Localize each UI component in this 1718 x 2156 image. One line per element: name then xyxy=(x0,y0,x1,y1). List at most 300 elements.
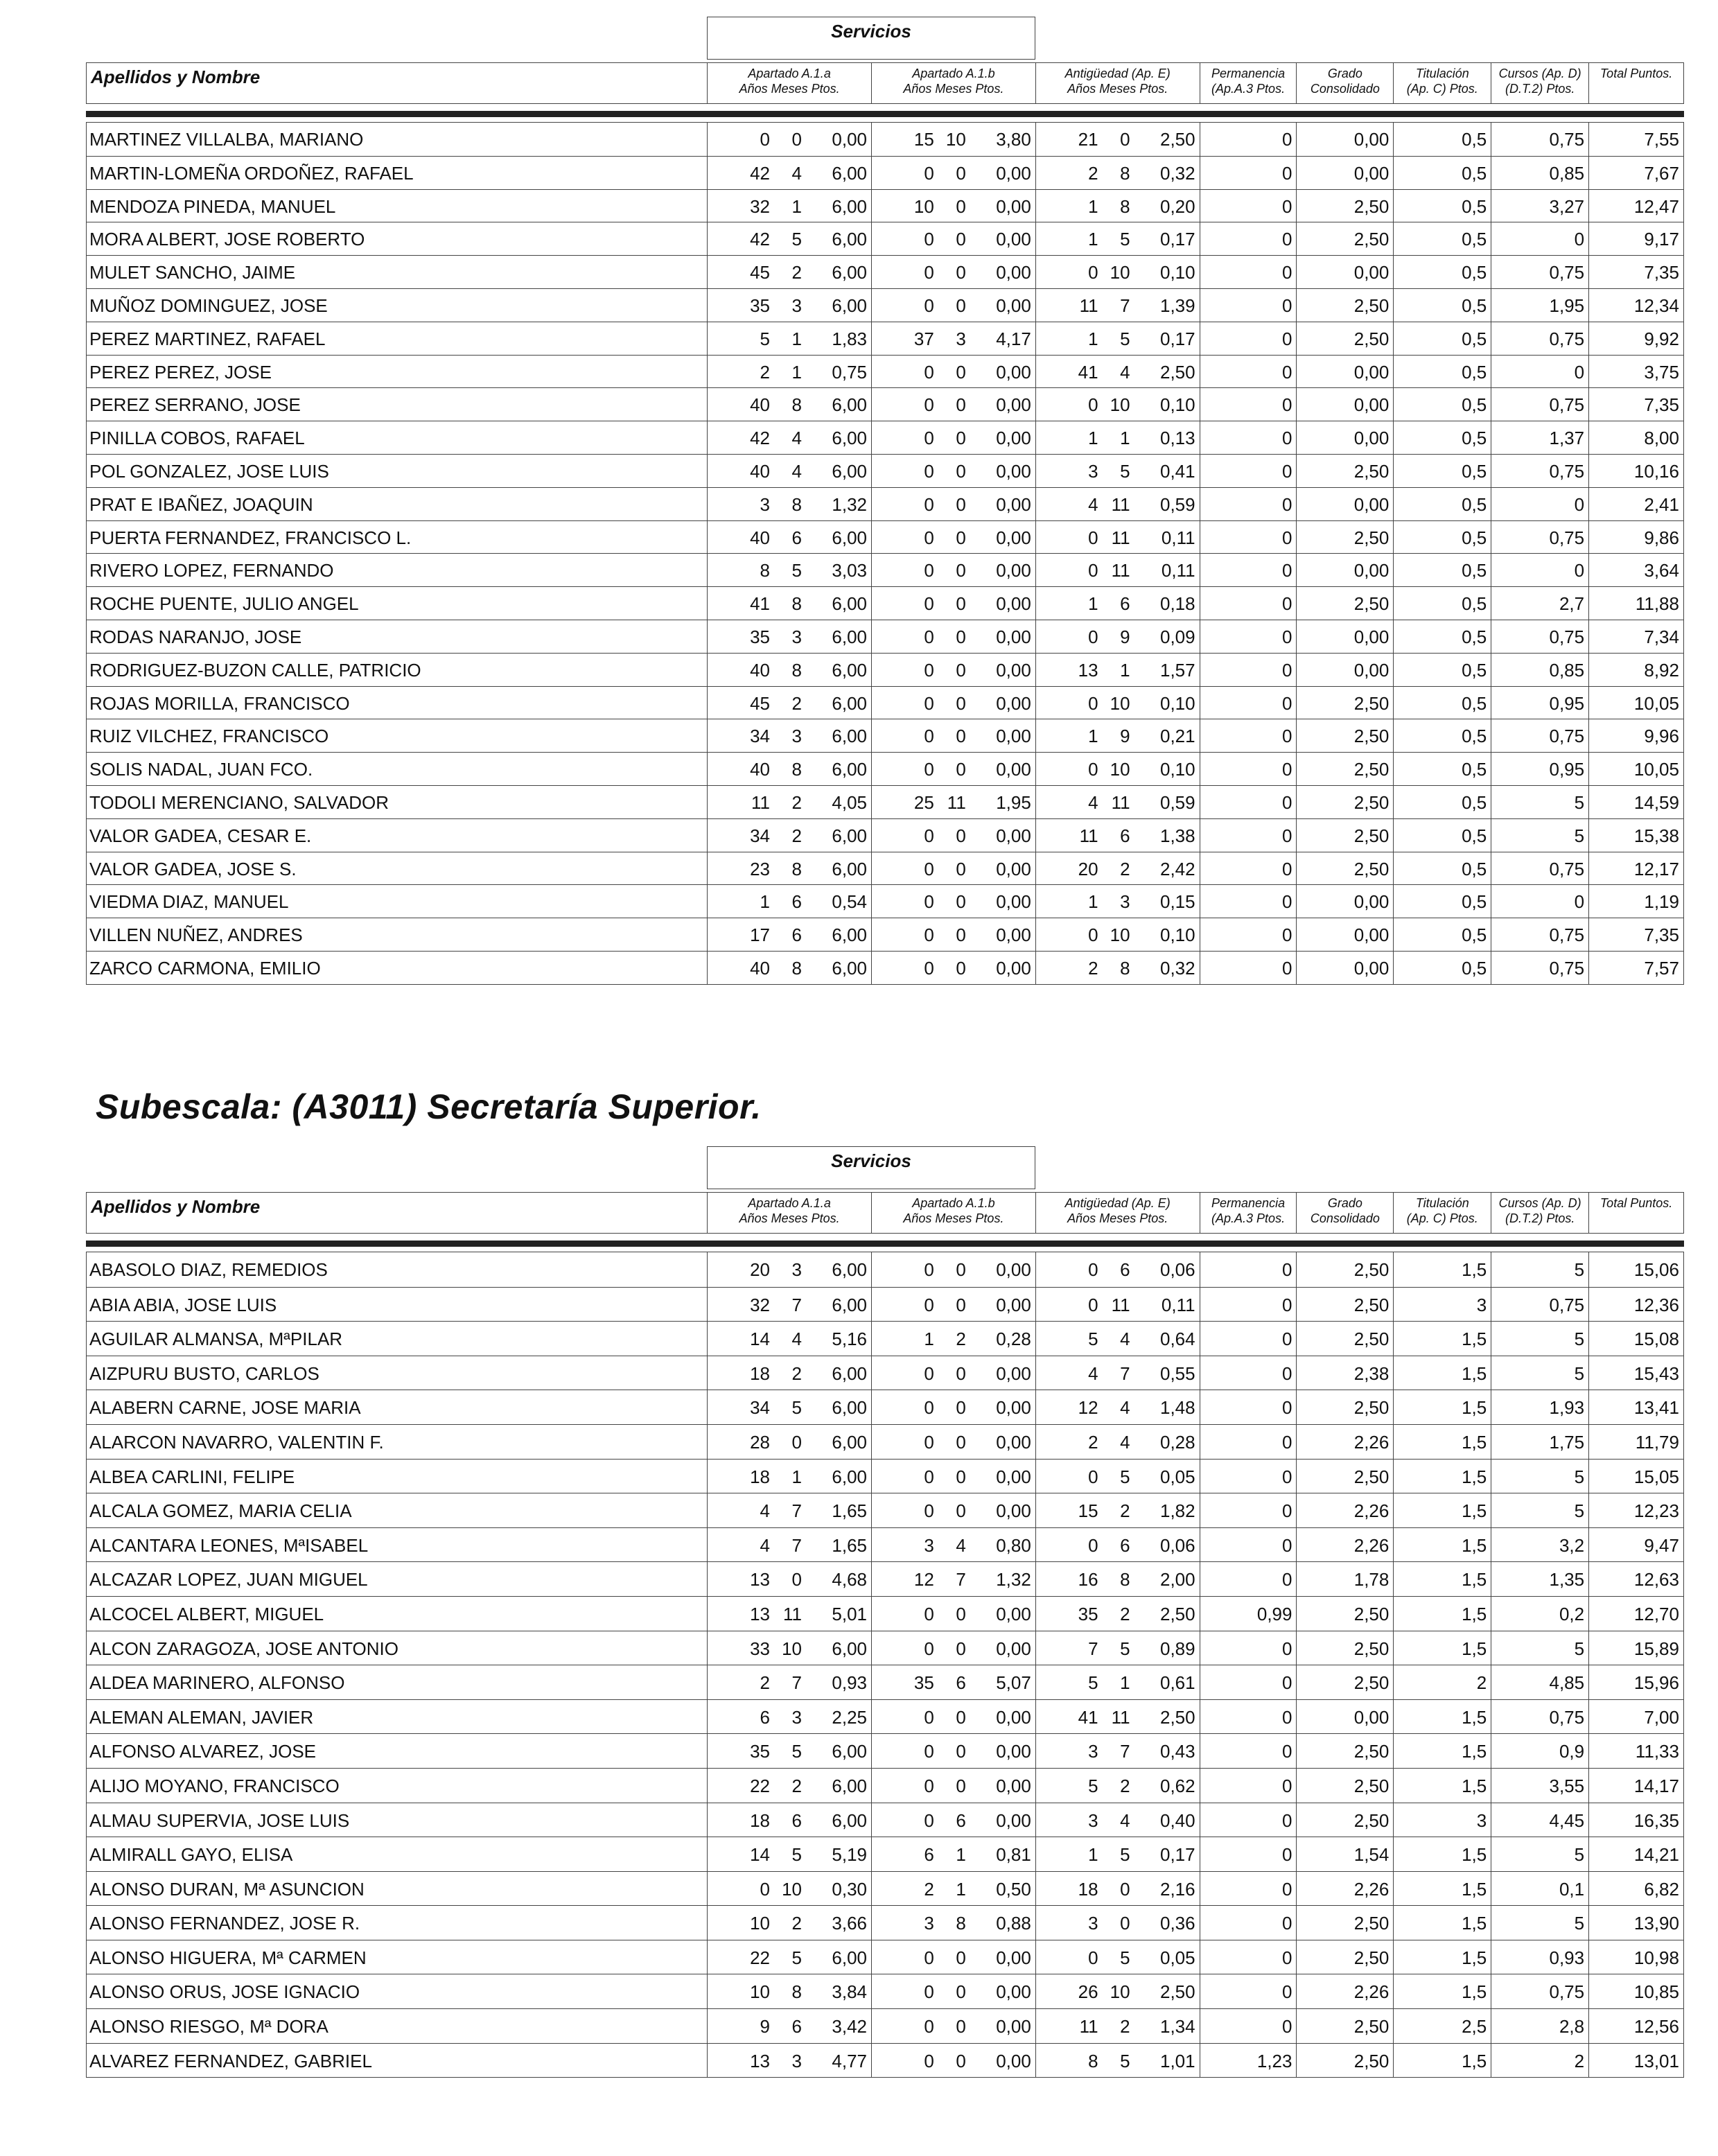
cell-grado: 0,00 xyxy=(1296,620,1393,653)
cell-antiguedad-ptos: 0,05 xyxy=(1159,1466,1195,1487)
cell-a1b-meses: 0 xyxy=(956,2016,966,2037)
cell-a1a-anos: 13 xyxy=(750,2050,770,2071)
cell-antiguedad-anos: 3 xyxy=(1088,1741,1098,1762)
cell-a1b-anos: 0 xyxy=(924,295,934,316)
cell-name: ALCON ZARAGOZA, JOSE ANTONIO xyxy=(89,1638,398,1659)
cell-a1b-anos: 6 xyxy=(924,1844,934,1866)
cell-total: 12,47 xyxy=(1588,190,1683,222)
cell-name: MUÑOZ DOMINGUEZ, JOSE xyxy=(89,295,328,316)
cell-a1a xyxy=(707,123,871,156)
header-grado: Grado Consolidado xyxy=(1296,63,1393,103)
cell-a1b xyxy=(871,1872,1035,1906)
cell-a1a-ptos: 6,00 xyxy=(832,1431,867,1453)
table-row xyxy=(87,322,1683,355)
cell-total: 14,17 xyxy=(1588,1769,1683,1803)
cell-antiguedad xyxy=(1035,1700,1200,1734)
table-row xyxy=(87,686,1683,719)
cell-a1a-meses: 2 xyxy=(791,791,802,813)
cell-permanencia: 0 xyxy=(1200,819,1297,852)
cell-a1b xyxy=(871,1700,1035,1734)
cell-a1b-meses: 0 xyxy=(956,759,966,780)
table-row xyxy=(87,520,1683,554)
cell-cursos: 2 xyxy=(1491,2044,1588,2078)
cell-a1b-anos: 15 xyxy=(913,129,934,150)
cell-a1a-meses: 2 xyxy=(791,1362,802,1384)
cell-a1b-ptos: 0,00 xyxy=(996,361,1031,383)
cell-grado: 0,00 xyxy=(1296,654,1393,686)
table-row xyxy=(87,1631,1683,1665)
cell-antiguedad xyxy=(1035,1906,1200,1940)
cell-a1a xyxy=(707,356,871,388)
cell-a1b-anos: 0 xyxy=(924,659,934,681)
cell-name: ROJAS MORILLA, FRANCISCO xyxy=(89,692,350,714)
cell-a1b-anos: 0 xyxy=(924,1638,934,1659)
cell-antiguedad-anos: 2 xyxy=(1088,1431,1098,1453)
cell-name: AGUILAR ALMANSA, MªPILAR xyxy=(89,1329,343,1350)
cell-cursos: 5 xyxy=(1491,1906,1588,1940)
cell-a1b-meses: 0 xyxy=(956,626,966,647)
cell-a1a-anos: 45 xyxy=(750,692,770,714)
cell-a1b-ptos: 0,50 xyxy=(996,1878,1031,1900)
cell-a1b-ptos: 0,00 xyxy=(996,428,1031,449)
cell-a1b-ptos: 0,00 xyxy=(996,726,1031,747)
cell-a1a-meses: 10 xyxy=(782,1878,802,1900)
cell-antiguedad-ptos: 0,20 xyxy=(1159,195,1195,217)
cell-grado: 0,00 xyxy=(1296,488,1393,520)
cell-a1a-anos: 40 xyxy=(750,957,770,979)
cell-a1a xyxy=(707,1906,871,1940)
cell-a1a-meses: 2 xyxy=(791,825,802,846)
cell-a1b xyxy=(871,620,1035,653)
cell-antiguedad-ptos: 0,89 xyxy=(1159,1638,1195,1659)
cell-a1b-anos: 37 xyxy=(913,328,934,349)
cell-a1a xyxy=(707,687,871,719)
cell-antiguedad-ptos: 1,39 xyxy=(1159,295,1195,316)
cell-antiguedad xyxy=(1035,488,1200,520)
cell-antiguedad-anos: 1 xyxy=(1088,726,1098,747)
cell-titulacion: 0,5 xyxy=(1393,554,1491,586)
cell-antiguedad-ptos: 2,42 xyxy=(1159,858,1195,879)
cell-cursos: 0,1 xyxy=(1491,1872,1588,1906)
cell-antiguedad xyxy=(1035,1562,1200,1596)
cell-antiguedad-ptos: 0,06 xyxy=(1159,1534,1195,1556)
cell-antiguedad xyxy=(1035,918,1200,951)
cell-a1a xyxy=(707,190,871,222)
cell-a1b-ptos: 0,80 xyxy=(996,1534,1031,1556)
cell-titulacion: 1,5 xyxy=(1393,1837,1491,1871)
cell-a1a xyxy=(707,1631,871,1665)
cell-antiguedad xyxy=(1035,1322,1200,1356)
cell-antiguedad-meses: 1 xyxy=(1120,428,1130,449)
cell-antiguedad xyxy=(1035,123,1200,156)
cell-a1b-ptos: 0,00 xyxy=(996,560,1031,581)
cell-a1a-meses: 1 xyxy=(791,328,802,349)
cell-a1b xyxy=(871,388,1035,421)
cell-permanencia: 0 xyxy=(1200,222,1297,255)
cell-a1b-ptos: 0,00 xyxy=(996,527,1031,548)
table-row xyxy=(87,553,1683,586)
cell-name: ABIA ABIA, JOSE LUIS xyxy=(89,1294,277,1315)
cell-a1b-meses: 0 xyxy=(956,692,966,714)
cell-a1b-meses: 0 xyxy=(956,560,966,581)
cell-total: 11,79 xyxy=(1588,1425,1683,1459)
cell-antiguedad-ptos: 1,82 xyxy=(1159,1500,1195,1522)
table-row xyxy=(87,421,1683,454)
cell-a1b-ptos: 0,00 xyxy=(996,1362,1031,1384)
table-row xyxy=(87,1424,1683,1459)
cell-a1a-anos: 9 xyxy=(760,2016,770,2037)
cell-a1a xyxy=(707,819,871,852)
cell-permanencia: 0 xyxy=(1200,1769,1297,1803)
cell-permanencia: 0 xyxy=(1200,654,1297,686)
cell-antiguedad-meses: 5 xyxy=(1120,229,1130,250)
cell-a1b xyxy=(871,1562,1035,1596)
cell-grado: 2,50 xyxy=(1296,1288,1393,1322)
cell-a1b-meses: 0 xyxy=(956,1638,966,1659)
cell-a1a-meses: 4 xyxy=(791,1329,802,1350)
cell-a1a-meses: 8 xyxy=(791,957,802,979)
cell-a1b-meses: 2 xyxy=(956,1329,966,1350)
cell-a1a-meses: 8 xyxy=(791,858,802,879)
cell-a1b-ptos: 3,80 xyxy=(996,129,1031,150)
cell-a1a-anos: 8 xyxy=(760,560,770,581)
cell-a1b xyxy=(871,654,1035,686)
cell-antiguedad-meses: 10 xyxy=(1110,394,1130,416)
table-row xyxy=(87,189,1683,222)
cell-a1b xyxy=(871,421,1035,454)
cell-a1b xyxy=(871,819,1035,852)
cell-titulacion: 1,5 xyxy=(1393,1597,1491,1631)
servicios-header-box xyxy=(707,1146,1035,1189)
cell-a1a-anos: 18 xyxy=(750,1362,770,1384)
cell-titulacion: 0,5 xyxy=(1393,322,1491,355)
cell-a1a-anos: 34 xyxy=(750,726,770,747)
cell-total: 10,05 xyxy=(1588,753,1683,785)
cell-a1a-ptos: 6,00 xyxy=(832,1294,867,1315)
cell-a1b xyxy=(871,885,1035,918)
cell-a1b-ptos: 0,00 xyxy=(996,460,1031,482)
cell-antiguedad-meses: 4 xyxy=(1120,1431,1130,1453)
cell-total: 2,41 xyxy=(1588,488,1683,520)
cell-antiguedad-ptos: 0,61 xyxy=(1159,1672,1195,1694)
cell-a1a-anos: 14 xyxy=(750,1844,770,1866)
cell-a1b-meses: 6 xyxy=(956,1672,966,1694)
cell-antiguedad-anos: 2 xyxy=(1088,162,1098,184)
table-row xyxy=(87,586,1683,620)
cell-permanencia: 0 xyxy=(1200,1906,1297,1940)
cell-total: 13,41 xyxy=(1588,1390,1683,1424)
cell-a1a xyxy=(707,1356,871,1390)
cell-grado: 0,00 xyxy=(1296,157,1393,189)
cell-a1a xyxy=(707,1493,871,1527)
cell-a1b-ptos: 0,00 xyxy=(996,1603,1031,1624)
cell-a1a xyxy=(707,455,871,487)
cell-grado: 2,50 xyxy=(1296,2009,1393,2043)
cell-antiguedad-anos: 4 xyxy=(1088,1362,1098,1384)
cell-permanencia: 1,23 xyxy=(1200,2044,1297,2078)
cell-a1b-ptos: 1,32 xyxy=(996,1569,1031,1590)
table-row xyxy=(87,1596,1683,1631)
table-header xyxy=(86,62,1684,104)
cell-name: ROCHE PUENTE, JULIO ANGEL xyxy=(89,593,359,615)
cell-grado: 1,78 xyxy=(1296,1562,1393,1596)
cell-name: PRAT E IBAÑEZ, JOAQUIN xyxy=(89,493,313,515)
cell-a1b-meses: 0 xyxy=(956,229,966,250)
cell-cursos: 0 xyxy=(1491,885,1588,918)
cell-antiguedad-meses: 11 xyxy=(1111,1706,1130,1728)
cell-a1b-anos: 10 xyxy=(913,195,934,217)
cell-antiguedad-anos: 5 xyxy=(1088,1775,1098,1796)
cell-cursos: 0,95 xyxy=(1491,753,1588,785)
cell-name: ALMIRALL GAYO, ELISA xyxy=(89,1844,293,1866)
cell-antiguedad-ptos: 0,05 xyxy=(1159,1947,1195,1968)
cell-antiguedad xyxy=(1035,388,1200,421)
cell-a1a-ptos: 6,00 xyxy=(832,527,867,548)
cell-a1b-ptos: 0,81 xyxy=(996,1844,1031,1866)
cell-a1b-meses: 0 xyxy=(956,493,966,515)
cell-titulacion: 2 xyxy=(1393,1665,1491,1699)
cell-a1a-anos: 42 xyxy=(750,428,770,449)
cell-a1a-meses: 3 xyxy=(791,295,802,316)
cell-a1b-meses: 0 xyxy=(956,428,966,449)
cell-antiguedad-ptos: 0,59 xyxy=(1159,791,1195,813)
table-row xyxy=(87,1905,1683,1940)
cell-a1b-anos: 0 xyxy=(924,1603,934,1624)
cell-a1a-ptos: 6,00 xyxy=(832,957,867,979)
cell-name: RODAS NARANJO, JOSE xyxy=(89,626,302,647)
cell-grado: 2,50 xyxy=(1296,1734,1393,1768)
cell-a1b-meses: 0 xyxy=(956,361,966,383)
cell-cursos: 5 xyxy=(1491,786,1588,818)
cell-cursos: 0,75 xyxy=(1491,455,1588,487)
cell-a1a-meses: 11 xyxy=(783,1603,802,1624)
cell-antiguedad xyxy=(1035,356,1200,388)
cell-titulacion: 1,5 xyxy=(1393,1872,1491,1906)
cell-a1b-ptos: 0,28 xyxy=(996,1329,1031,1350)
cell-a1b-meses: 0 xyxy=(956,891,966,913)
cell-antiguedad-meses: 0 xyxy=(1120,1913,1130,1934)
cell-a1a xyxy=(707,918,871,951)
cell-antiguedad xyxy=(1035,256,1200,288)
cell-permanencia: 0 xyxy=(1200,1528,1297,1562)
cell-a1b xyxy=(871,554,1035,586)
cell-a1b-anos: 0 xyxy=(924,825,934,846)
cell-a1b-anos: 0 xyxy=(924,692,934,714)
cell-antiguedad-anos: 3 xyxy=(1088,1913,1098,1934)
cell-a1a-meses: 10 xyxy=(782,1638,802,1659)
table-row xyxy=(87,2008,1683,2043)
cell-a1a-meses: 4 xyxy=(791,428,802,449)
cell-a1b xyxy=(871,190,1035,222)
header-a1a: Apartado A.1.a Años Meses Ptos. xyxy=(707,63,871,103)
cell-permanencia: 0 xyxy=(1200,918,1297,951)
cell-grado: 1,54 xyxy=(1296,1837,1393,1871)
cell-a1a xyxy=(707,719,871,752)
cell-antiguedad-anos: 1 xyxy=(1088,593,1098,615)
header-total: Total Puntos. xyxy=(1588,63,1683,103)
cell-a1a-ptos: 6,00 xyxy=(832,1397,867,1419)
header-cursos: Cursos (Ap. D) (D.T.2) Ptos. xyxy=(1491,1193,1588,1233)
cell-total: 10,05 xyxy=(1588,687,1683,719)
cell-total: 9,47 xyxy=(1588,1528,1683,1562)
cell-a1a-ptos: 6,00 xyxy=(832,593,867,615)
cell-a1b-ptos: 1,95 xyxy=(996,791,1031,813)
cell-a1a-anos: 23 xyxy=(750,858,770,879)
cell-grado: 2,50 xyxy=(1296,322,1393,355)
cell-name: ALDEA MARINERO, ALFONSO xyxy=(89,1672,345,1694)
cell-a1b-anos: 0 xyxy=(924,726,934,747)
cell-name: MORA ALBERT, JOSE ROBERTO xyxy=(89,229,365,250)
cell-total: 12,17 xyxy=(1588,852,1683,885)
cell-a1b-meses: 0 xyxy=(956,1259,966,1280)
cell-name: VALOR GADEA, CESAR E. xyxy=(89,825,312,846)
cell-a1a-ptos: 6,00 xyxy=(832,229,867,250)
table-row xyxy=(87,719,1683,752)
cell-a1a-meses: 8 xyxy=(791,1981,802,2003)
cell-grado: 2,50 xyxy=(1296,1460,1393,1493)
cell-name: ALABERN CARNE, JOSE MARIA xyxy=(89,1397,361,1419)
cell-a1a-ptos: 6,00 xyxy=(832,1775,867,1796)
cell-a1b-anos: 0 xyxy=(924,1706,934,1728)
cell-antiguedad xyxy=(1035,1528,1200,1562)
cell-a1b-meses: 0 xyxy=(956,162,966,184)
cell-a1b-anos: 0 xyxy=(924,394,934,416)
cell-a1a-ptos: 6,00 xyxy=(832,692,867,714)
cell-a1a-ptos: 6,00 xyxy=(832,626,867,647)
cell-antiguedad-ptos: 0,17 xyxy=(1159,229,1195,250)
cell-name: PEREZ SERRANO, JOSE xyxy=(89,394,301,416)
cell-a1b xyxy=(871,488,1035,520)
cell-a1b-meses: 0 xyxy=(956,2050,966,2071)
cell-a1b-anos: 3 xyxy=(924,1913,934,1934)
cell-a1b xyxy=(871,222,1035,255)
cell-titulacion: 0,5 xyxy=(1393,587,1491,620)
cell-antiguedad xyxy=(1035,554,1200,586)
cell-a1a-anos: 10 xyxy=(750,1981,770,2003)
cell-antiguedad-meses: 11 xyxy=(1111,560,1130,581)
cell-antiguedad-anos: 8 xyxy=(1088,2050,1098,2071)
cell-a1a-meses: 8 xyxy=(791,394,802,416)
cell-antiguedad-anos: 15 xyxy=(1078,1500,1098,1522)
cell-a1b-anos: 0 xyxy=(924,858,934,879)
cell-a1b-meses: 1 xyxy=(956,1878,966,1900)
cell-antiguedad-ptos: 2,00 xyxy=(1159,1569,1195,1590)
cell-permanencia: 0 xyxy=(1200,687,1297,719)
cell-name: ALIJO MOYANO, FRANCISCO xyxy=(89,1775,340,1796)
cell-a1b-anos: 12 xyxy=(913,1569,934,1590)
cell-a1b-meses: 0 xyxy=(956,593,966,615)
cell-cursos: 0,9 xyxy=(1491,1734,1588,1768)
cell-titulacion: 1,5 xyxy=(1393,1252,1491,1287)
header-name: Apellidos y Nombre xyxy=(91,67,261,87)
cell-a1a-anos: 34 xyxy=(750,825,770,846)
cell-total: 15,05 xyxy=(1588,1460,1683,1493)
cell-cursos: 4,85 xyxy=(1491,1665,1588,1699)
cell-antiguedad xyxy=(1035,952,1200,984)
cell-titulacion: 0,5 xyxy=(1393,620,1491,653)
cell-a1a xyxy=(707,952,871,984)
cell-total: 9,17 xyxy=(1588,222,1683,255)
cell-permanencia: 0 xyxy=(1200,1700,1297,1734)
cell-a1a xyxy=(707,1528,871,1562)
cell-antiguedad xyxy=(1035,1631,1200,1665)
cell-total: 15,38 xyxy=(1588,819,1683,852)
table-row xyxy=(87,1974,1683,2008)
cell-antiguedad-meses: 1 xyxy=(1120,659,1130,681)
cell-antiguedad-ptos: 0,18 xyxy=(1159,593,1195,615)
cell-a1a xyxy=(707,1974,871,2008)
cell-antiguedad xyxy=(1035,222,1200,255)
cell-grado: 2,50 xyxy=(1296,1322,1393,1356)
header-a1a: Apartado A.1.a Años Meses Ptos. xyxy=(707,1193,871,1233)
cell-antiguedad-anos: 1 xyxy=(1088,891,1098,913)
table-row xyxy=(87,918,1683,951)
cell-cursos: 0,75 xyxy=(1491,620,1588,653)
cell-cursos: 0,75 xyxy=(1491,256,1588,288)
cell-a1b-meses: 3 xyxy=(956,328,966,349)
cell-antiguedad-anos: 21 xyxy=(1078,129,1098,150)
table-row xyxy=(87,1871,1683,1906)
cell-cursos: 0,75 xyxy=(1491,1288,1588,1322)
cell-a1a xyxy=(707,587,871,620)
cell-antiguedad-anos: 0 xyxy=(1088,626,1098,647)
cell-a1b xyxy=(871,1734,1035,1768)
cell-a1b xyxy=(871,1288,1035,1322)
cell-antiguedad xyxy=(1035,1356,1200,1390)
cell-antiguedad-anos: 18 xyxy=(1078,1878,1098,1900)
cell-titulacion: 0,5 xyxy=(1393,421,1491,454)
cell-a1b xyxy=(871,1665,1035,1699)
cell-antiguedad-ptos: 0,28 xyxy=(1159,1431,1195,1453)
cell-antiguedad-anos: 13 xyxy=(1078,659,1098,681)
cell-grado: 0,00 xyxy=(1296,256,1393,288)
cell-permanencia: 0 xyxy=(1200,1252,1297,1287)
cell-permanencia: 0 xyxy=(1200,1803,1297,1837)
cell-a1b xyxy=(871,719,1035,752)
cell-a1a-anos: 41 xyxy=(750,593,770,615)
table-row xyxy=(87,156,1683,189)
cell-a1a xyxy=(707,1769,871,1803)
cell-titulacion: 1,5 xyxy=(1393,1906,1491,1940)
cell-a1b xyxy=(871,123,1035,156)
cell-a1a-anos: 4 xyxy=(760,1500,770,1522)
cell-a1a xyxy=(707,322,871,355)
table-row xyxy=(87,1561,1683,1596)
cell-a1b-meses: 0 xyxy=(956,527,966,548)
cell-cursos: 5 xyxy=(1491,1631,1588,1665)
cell-a1a-ptos: 6,00 xyxy=(832,1741,867,1762)
table-row xyxy=(87,1527,1683,1562)
cell-total: 14,21 xyxy=(1588,1837,1683,1871)
cell-cursos: 2,7 xyxy=(1491,587,1588,620)
cell-a1a xyxy=(707,388,871,421)
cell-antiguedad-ptos: 0,36 xyxy=(1159,1913,1195,1934)
cell-a1b-anos: 1 xyxy=(924,1329,934,1350)
cell-name: RUIZ VILCHEZ, FRANCISCO xyxy=(89,726,329,747)
cell-antiguedad-meses: 8 xyxy=(1120,195,1130,217)
table-row xyxy=(87,123,1683,156)
cell-a1b-meses: 0 xyxy=(956,295,966,316)
cell-antiguedad-meses: 6 xyxy=(1120,1259,1130,1280)
cell-a1a-ptos: 5,19 xyxy=(832,1844,867,1866)
cell-name: ALVAREZ FERNANDEZ, GABRIEL xyxy=(89,2050,372,2071)
cell-a1a xyxy=(707,620,871,653)
cell-antiguedad-ptos: 0,21 xyxy=(1159,726,1195,747)
table-row xyxy=(87,2043,1683,2078)
cell-a1b-meses: 0 xyxy=(956,1981,966,2003)
cell-cursos: 5 xyxy=(1491,819,1588,852)
cell-antiguedad-anos: 0 xyxy=(1088,262,1098,283)
